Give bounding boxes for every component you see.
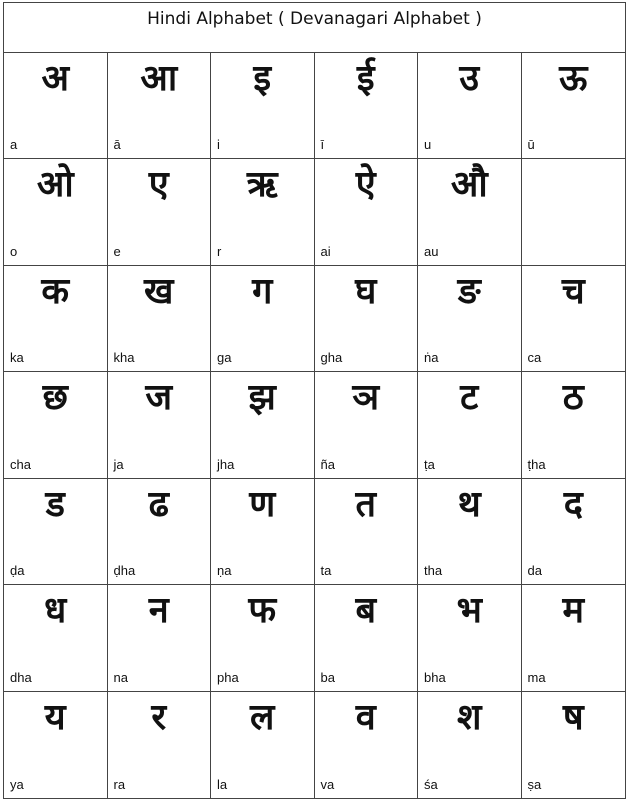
- transliteration-label: ai: [320, 243, 331, 259]
- devanagari-letter: त: [355, 483, 377, 525]
- transliteration-label: au: [424, 243, 439, 259]
- transliteration-label: ū: [527, 137, 535, 153]
- devanagari-letter: इ: [253, 58, 272, 99]
- devanagari-letter: ऐ: [355, 164, 376, 206]
- letter-cell: [418, 266, 522, 372]
- letter-cell: [522, 585, 626, 691]
- devanagari-letter: क: [41, 270, 70, 312]
- letter-cell: [315, 159, 419, 265]
- transliteration-label: pha: [217, 669, 239, 685]
- letter-cell: [4, 266, 108, 372]
- transliteration-label: o: [10, 243, 18, 259]
- transliteration-label: jha: [217, 456, 235, 472]
- devanagari-letter: भ: [456, 590, 482, 632]
- devanagari-letter: ब: [355, 590, 377, 632]
- transliteration-label: tha: [424, 563, 443, 579]
- transliteration-label: ta: [320, 563, 332, 579]
- devanagari-letter: ञ: [352, 377, 380, 419]
- letter-cell: [4, 479, 108, 585]
- letter-cell: [418, 372, 522, 478]
- devanagari-letter: र: [151, 696, 167, 738]
- letter-cell: [522, 692, 626, 798]
- transliteration-label: ña: [320, 456, 335, 472]
- transliteration-label: ṭha: [527, 456, 546, 472]
- devanagari-letter: ऊ: [559, 58, 588, 99]
- letter-cell: [522, 53, 626, 159]
- devanagari-letter: ड: [45, 483, 65, 525]
- letter-cell: [211, 372, 315, 478]
- devanagari-letter: ढ: [148, 483, 169, 525]
- devanagari-letter: आ: [140, 58, 178, 99]
- letter-cell: [108, 479, 212, 585]
- letter-cell: [315, 479, 419, 585]
- devanagari-letter: ऋ: [246, 164, 278, 206]
- transliteration-label: ḍa: [10, 563, 25, 579]
- devanagari-letter: ङ: [457, 270, 481, 312]
- letter-cell: [108, 159, 212, 265]
- devanagari-letter: व: [355, 696, 376, 738]
- letter-cell: [4, 585, 108, 691]
- devanagari-letter: अ: [41, 58, 69, 99]
- letter-cell: [418, 692, 522, 798]
- devanagari-letter: ज: [145, 377, 173, 419]
- devanagari-letter: थ: [457, 483, 481, 525]
- devanagari-letter: य: [44, 696, 66, 738]
- letter-cell: [522, 372, 626, 478]
- letter-cell: [211, 266, 315, 372]
- devanagari-letter: ष: [562, 696, 584, 738]
- transliteration-label: va: [320, 777, 335, 792]
- devanagari-letter: ठ: [562, 377, 584, 419]
- devanagari-letter: श: [457, 696, 482, 738]
- letter-grid: [4, 53, 625, 798]
- devanagari-letter: ग: [252, 270, 273, 312]
- devanagari-letter: ल: [250, 696, 275, 738]
- letter-cell: [108, 372, 212, 478]
- letter-cell: [211, 53, 315, 159]
- letter-cell: [108, 585, 212, 691]
- letter-cell: [4, 53, 108, 159]
- letter-cell: [108, 53, 212, 159]
- transliteration-label: kha: [113, 350, 135, 366]
- letter-cell: [211, 479, 315, 585]
- devanagari-letter: ए: [148, 164, 169, 206]
- transliteration-label: śa: [424, 777, 438, 792]
- transliteration-label: cha: [10, 456, 31, 472]
- transliteration-label: ṣa: [527, 777, 542, 792]
- letter-cell: [315, 53, 419, 159]
- transliteration-label: ḍha: [113, 563, 136, 579]
- devanagari-letter: न: [148, 590, 169, 632]
- devanagari-letter: ण: [249, 483, 276, 525]
- devanagari-letter: ध: [44, 590, 67, 632]
- transliteration-label: u: [424, 137, 432, 153]
- devanagari-letter: च: [561, 270, 585, 312]
- transliteration-label: i: [217, 137, 220, 153]
- alphabet-chart: [3, 2, 626, 799]
- letter-cell: [108, 266, 212, 372]
- letter-cell: [4, 159, 108, 265]
- devanagari-letter: छ: [42, 377, 68, 419]
- devanagari-letter: उ: [459, 58, 480, 99]
- transliteration-label: na: [113, 669, 128, 685]
- letter-cell: [4, 372, 108, 478]
- devanagari-letter: घ: [355, 270, 377, 312]
- transliteration-label: ga: [217, 350, 232, 366]
- devanagari-letter: औ: [450, 164, 488, 206]
- letter-cell: [315, 585, 419, 691]
- transliteration-label: ī: [320, 137, 325, 153]
- letter-cell: [315, 372, 419, 478]
- letter-cell: [418, 53, 522, 159]
- transliteration-label: ja: [113, 456, 124, 472]
- letter-cell: [522, 479, 626, 585]
- transliteration-label: ba: [320, 669, 335, 685]
- transliteration-label: a: [10, 137, 18, 153]
- letter-cell: [418, 585, 522, 691]
- transliteration-label: dha: [10, 669, 32, 685]
- transliteration-label: la: [217, 777, 228, 792]
- devanagari-letter: ई: [356, 58, 375, 99]
- letter-cell: [211, 692, 315, 798]
- devanagari-letter: झ: [248, 377, 276, 419]
- letter-cell: [4, 692, 108, 798]
- transliteration-label: ṅa: [424, 350, 439, 366]
- transliteration-label: ā: [113, 137, 121, 153]
- letter-cell: [522, 266, 626, 372]
- letter-cell: [418, 479, 522, 585]
- transliteration-label: ka: [10, 350, 24, 366]
- devanagari-letter: ट: [460, 377, 479, 419]
- transliteration-label: gha: [320, 350, 343, 366]
- devanagari-letter: म: [562, 590, 585, 632]
- letter-cell: [211, 159, 315, 265]
- devanagari-letter: ओ: [36, 164, 74, 206]
- transliteration-label: ma: [527, 669, 546, 685]
- transliteration-label: ya: [10, 777, 24, 792]
- transliteration-label: r: [217, 243, 222, 259]
- transliteration-label: e: [113, 243, 121, 259]
- transliteration-label: ṭa: [424, 456, 435, 472]
- transliteration-label: da: [527, 563, 542, 579]
- transliteration-label: ra: [113, 777, 126, 792]
- chart-title: Hindi Alphabet ( Devanagari Alphabet ): [4, 3, 625, 53]
- letter-cell: [418, 159, 522, 265]
- transliteration-label: ṇa: [217, 563, 232, 579]
- devanagari-letter: फ: [248, 590, 277, 632]
- devanagari-letter: ख: [144, 270, 174, 312]
- letter-cell: [315, 692, 419, 798]
- devanagari-letter: द: [563, 483, 583, 525]
- letter-cell: [211, 585, 315, 691]
- letter-cell: [315, 266, 419, 372]
- letter-cell: [522, 159, 626, 265]
- letter-cell: [108, 692, 212, 798]
- transliteration-label: bha: [424, 669, 446, 685]
- transliteration-label: ca: [527, 350, 542, 366]
